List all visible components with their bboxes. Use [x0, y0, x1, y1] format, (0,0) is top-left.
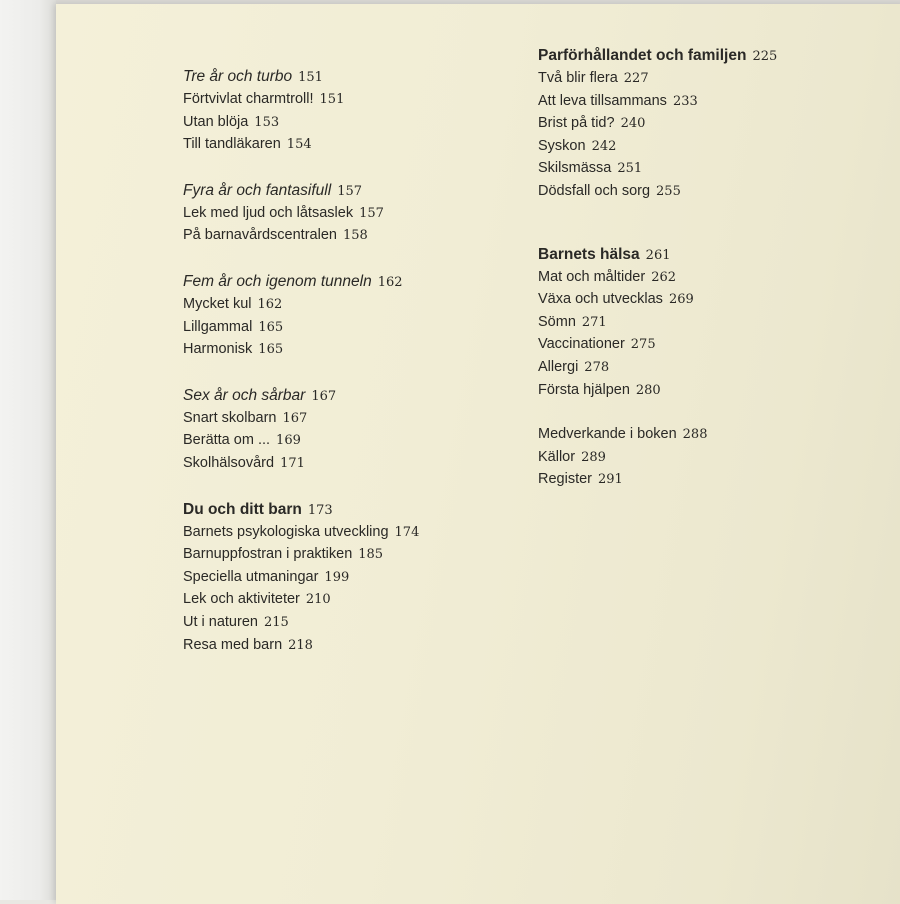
- entry-title: Ut i naturen: [183, 613, 258, 630]
- toc-entry: [538, 266, 777, 289]
- entry-page-number: 151: [319, 92, 345, 107]
- toc-section-parforhallandet: [538, 45, 777, 203]
- heading-page-number: 157: [337, 183, 363, 199]
- entry-page-number: 154: [286, 137, 312, 153]
- heading-title: Du och ditt barn: [183, 500, 302, 518]
- toc-entry: [538, 135, 777, 158]
- entry-title: Lillgammal: [183, 318, 253, 335]
- toc-entry: [183, 88, 419, 111]
- entry-page-number: 240: [620, 116, 646, 132]
- toc-section-fyra-ar: [183, 180, 419, 247]
- entry-title: Till tandläkaren: [183, 136, 281, 153]
- entry-page-number: 199: [324, 569, 350, 585]
- entry-title: Utan blöja: [183, 113, 249, 130]
- entry-page-number: 210: [305, 592, 331, 608]
- entry-title: Harmonisk: [183, 341, 253, 358]
- heading-title: Sex år och sårbar: [183, 386, 306, 404]
- toc-entry: [538, 67, 777, 90]
- toc-section-tre-ar: [183, 66, 419, 156]
- entry-page-number: 158: [342, 228, 368, 244]
- entry-page-number: 153: [254, 114, 280, 130]
- heading-page-number: 162: [377, 274, 403, 290]
- entry-title: På barnavårdscentralen: [183, 227, 337, 244]
- entry-title: Förtvivlat charmtroll!: [183, 91, 314, 107]
- heading-title: Parförhållandet och familjen: [538, 47, 747, 64]
- toc-entry: [183, 224, 419, 247]
- heading-title: Tre år och turbo: [183, 68, 293, 85]
- toc-entry: [538, 356, 777, 379]
- entry-page-number: 169: [276, 433, 301, 449]
- entry-title: Att leva tillsammans: [538, 92, 667, 109]
- entry-title: Lek med ljud och låtsaslek: [183, 204, 354, 221]
- section-heading: [183, 499, 419, 521]
- section-heading: [183, 385, 419, 407]
- entry-page-number: 233: [672, 93, 698, 109]
- toc-section-sex-ar: [183, 385, 419, 475]
- toc-entry: [538, 379, 777, 402]
- entry-title: Barnuppfostran i praktiken: [183, 546, 353, 563]
- entry-page-number: 280: [635, 382, 661, 398]
- heading-page-number: 151: [298, 70, 323, 85]
- entry-title: Skilsmässa: [538, 160, 612, 177]
- toc-section-appendix: [538, 423, 777, 491]
- section-heading: [538, 45, 777, 67]
- entry-title: Resa med barn: [183, 636, 283, 653]
- section-heading: [183, 180, 419, 202]
- entry-page-number: 262: [651, 269, 677, 285]
- entry-page-number: 227: [623, 71, 649, 86]
- entry-page-number: 288: [682, 427, 708, 443]
- entry-page-number: 174: [394, 524, 420, 540]
- entry-page-number: 251: [617, 161, 643, 177]
- entry-page-number: 275: [630, 337, 656, 353]
- toc-entry: [183, 429, 419, 452]
- toc-entry: [538, 90, 777, 113]
- entry-page-number: 269: [668, 292, 694, 308]
- toc-entry: [183, 566, 419, 589]
- toc-section-barnets-halsa: [538, 244, 777, 402]
- entry-title: Mat och måltider: [538, 268, 646, 285]
- toc-entry: [183, 133, 419, 156]
- toc-left-column: [183, 66, 419, 656]
- entry-page-number: 165: [258, 342, 284, 358]
- heading-page-number: 261: [645, 247, 671, 263]
- entry-title: Skolhälsovård: [183, 454, 275, 471]
- toc-entry: [183, 611, 419, 634]
- toc-entry: [183, 407, 419, 430]
- toc-entry: [538, 423, 777, 446]
- heading-title: Fyra år och fantasifull: [183, 181, 332, 199]
- entry-page-number: 218: [288, 637, 313, 653]
- entry-page-number: 185: [358, 547, 384, 563]
- entry-title: Källor: [538, 448, 576, 465]
- toc-entry: [538, 333, 777, 356]
- toc-entry: [183, 543, 419, 566]
- heading-page-number: 225: [752, 49, 778, 64]
- entry-page-number: 171: [280, 455, 305, 471]
- heading-page-number: 167: [311, 388, 337, 404]
- section-heading: [538, 244, 777, 266]
- section-heading: [183, 271, 419, 293]
- entry-title: Mycket kul: [183, 295, 252, 312]
- entry-title: Lek och aktiviteter: [183, 591, 300, 608]
- entry-title: Barnets psykologiska utveckling: [183, 523, 389, 540]
- section-heading: [183, 66, 419, 88]
- toc-entry: [183, 316, 419, 339]
- entry-title: Allergi: [538, 358, 579, 375]
- entry-title: Register: [538, 471, 592, 488]
- heading-page-number: 173: [307, 502, 333, 518]
- entry-page-number: 291: [598, 472, 623, 488]
- entry-title: Första hjälpen: [538, 381, 630, 398]
- toc-entry: [183, 452, 419, 475]
- entry-title: Sömn: [538, 313, 576, 330]
- toc-section-fem-ar: [183, 271, 419, 361]
- entry-page-number: 255: [656, 183, 681, 199]
- entry-page-number: 167: [282, 410, 308, 426]
- entry-title: Dödsfall och sorg: [538, 182, 651, 199]
- heading-title: Fem år och igenom tunneln: [183, 272, 372, 290]
- heading-title: Barnets hälsa: [538, 245, 640, 263]
- entry-page-number: 162: [257, 296, 283, 312]
- toc-entry: [183, 521, 419, 544]
- page-edge-left: [0, 0, 56, 900]
- toc-entry: [183, 202, 419, 225]
- toc-entry: [183, 293, 419, 316]
- toc-entry: [183, 634, 419, 657]
- entry-page-number: 278: [584, 359, 610, 375]
- toc-entry: [538, 157, 777, 180]
- entry-page-number: 271: [581, 314, 607, 330]
- toc-entry: [183, 588, 419, 611]
- toc-entry: [183, 111, 419, 134]
- toc-entry: [538, 311, 777, 334]
- toc-entry: [538, 288, 777, 311]
- entry-title: Medverkande i boken: [538, 426, 677, 443]
- entry-title: Två blir flera: [538, 70, 618, 86]
- entry-title: Brist på tid?: [538, 115, 615, 132]
- toc-section-du-och-ditt-barn: [183, 499, 419, 657]
- entry-page-number: 289: [581, 449, 606, 465]
- entry-title: Vaccinationer: [538, 336, 625, 353]
- toc-entry: [538, 112, 777, 135]
- entry-title: Berätta om ...: [183, 432, 271, 449]
- entry-title: Speciella utmaningar: [183, 568, 319, 585]
- entry-title: Växa och utvecklas: [538, 291, 663, 308]
- toc-entry: [538, 468, 777, 491]
- entry-page-number: 215: [263, 614, 289, 630]
- entry-title: Syskon: [538, 137, 586, 154]
- entry-title: Snart skolbarn: [183, 409, 277, 426]
- toc-right-column: [538, 45, 777, 491]
- entry-page-number: 165: [258, 319, 284, 335]
- toc-entry: [183, 338, 419, 361]
- entry-page-number: 157: [359, 205, 384, 221]
- toc-entry: [538, 180, 777, 203]
- toc-entry: [538, 446, 777, 469]
- entry-page-number: 242: [591, 138, 617, 154]
